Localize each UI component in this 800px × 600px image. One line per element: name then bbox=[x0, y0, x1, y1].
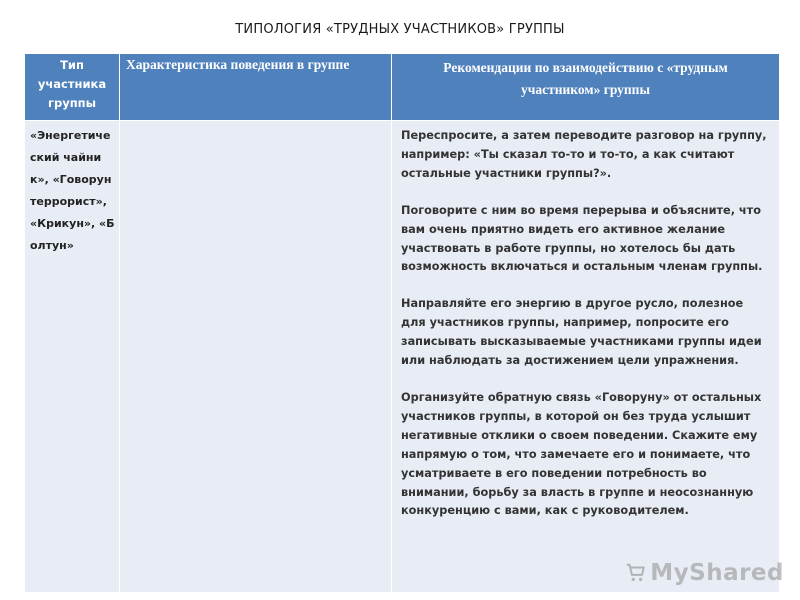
cell-characteristic bbox=[120, 121, 392, 593]
recommendation-paragraph: Переспросите, а затем переводите разговор на группу, например: «Ты сказал то-то и то-то, а как считают остальные участники группы?». bbox=[401, 129, 767, 180]
slide-title: ТИПОЛОГИЯ «ТРУДНЫХ УЧАСТНИКОВ» ГРУППЫ bbox=[235, 22, 565, 37]
table-row bbox=[25, 121, 780, 593]
cell-recommendations bbox=[392, 121, 780, 593]
header-recommendations: Рекомендации по взаимодействию с «трудным участником» группы bbox=[392, 54, 780, 121]
recommendation-paragraph: Организуйте обратную связь «Говоруну» от остальных участников группы, в которой он без труда услышит негативные отклики о своем поведении. Скажите ему напрямую о том, что замечаете его и понимаете, что усматриваете в его поведении потребность во внимании, борьбу за власть в группе и неосознанную конкуренцию с вами, как с руководителем. bbox=[401, 390, 762, 518]
cell-participant-type: «Энергетический чайник», «Говорун террорист», «Крикун», «Болтун» bbox=[25, 121, 120, 593]
recommendation-paragraph: Направляйте его энергию в другое русло, полезное для участников группы, например, попросите его записывать высказываемые участниками группы идеи или наблюдать за достижением цели упражнения. bbox=[401, 297, 762, 368]
shopping-cart-icon bbox=[625, 562, 647, 584]
recommendation-paragraph: Поговорите с ним во время перерыва и объясните, что вам очень приятно видеть его активное желание участвовать в работе группы, но хотелось бы дать возможность включаться и остальным членам группы. bbox=[401, 203, 763, 274]
watermark-text: MyShared bbox=[650, 560, 784, 586]
typology-table bbox=[24, 53, 780, 593]
table-header-row bbox=[25, 54, 780, 121]
header-characteristic: Характеристика поведения в группе bbox=[120, 54, 392, 121]
header-type: Тип участника группы bbox=[25, 54, 120, 121]
watermark bbox=[625, 560, 784, 586]
